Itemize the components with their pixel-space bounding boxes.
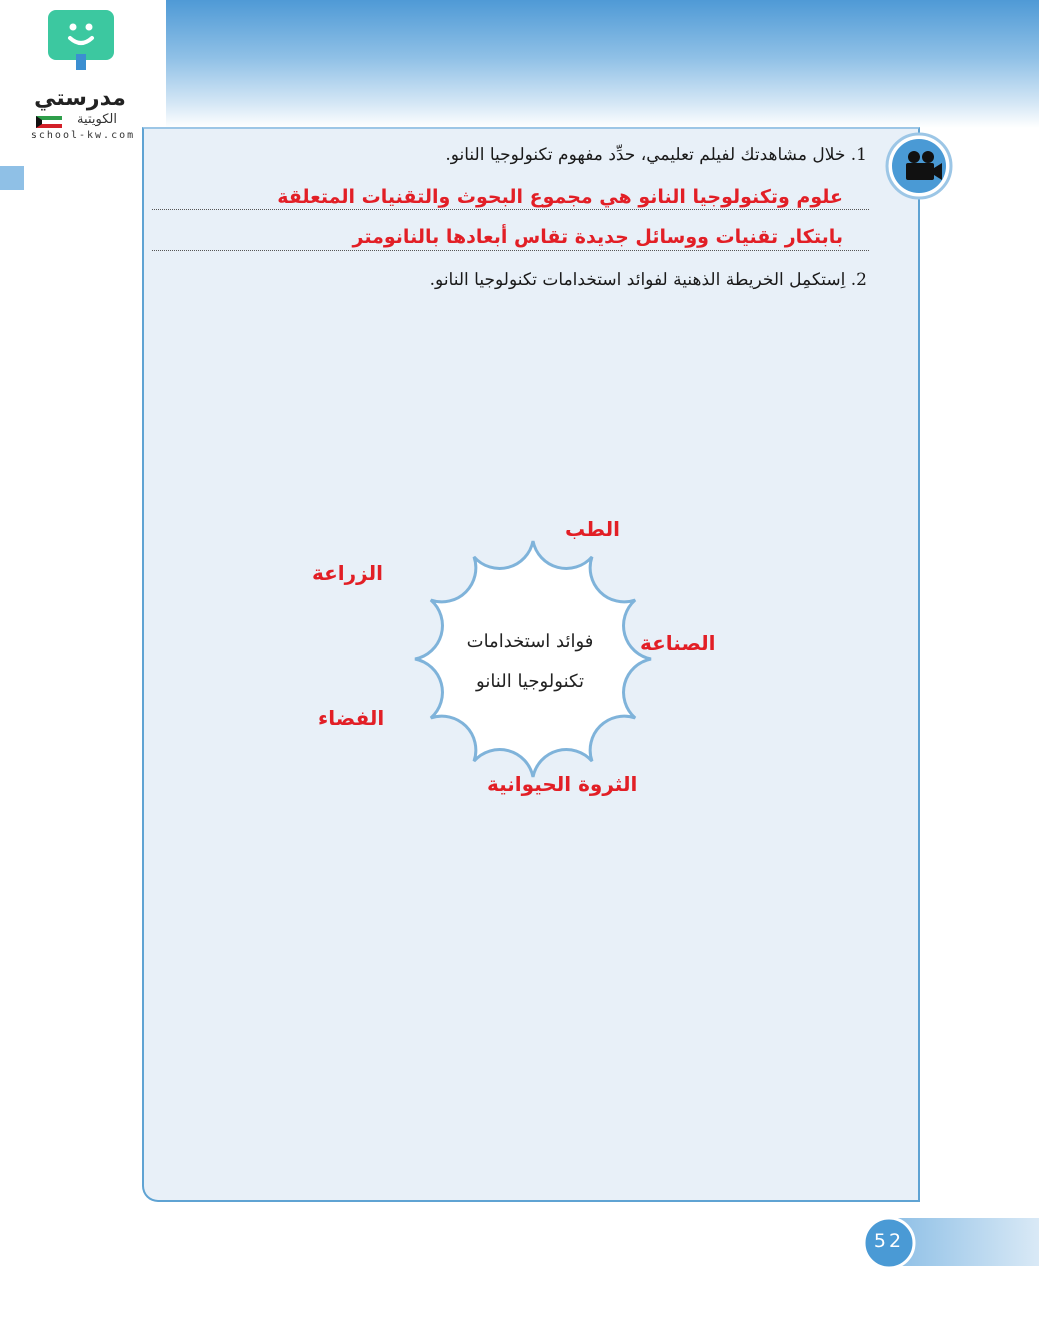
logo-subtitle: الكويتية xyxy=(77,112,117,127)
logo-mark-icon xyxy=(46,10,116,70)
video-camera-icon[interactable] xyxy=(882,132,956,200)
branch-livestock: الثروة الحيوانية xyxy=(487,772,638,796)
question-1: 1. خلال مشاهدتك لفيلم تعليمي، حدِّد مفهوم تكنولوجيا النانو. xyxy=(445,145,867,165)
logo-url: school-kw.com xyxy=(30,130,136,141)
branch-space: الفضاء xyxy=(318,706,385,730)
answer-dotted-line-1 xyxy=(152,209,869,210)
question-2: 2. اِستكمِل الخريطة الذهنية لفوائد استخدامات تكنولوجيا النانو. xyxy=(429,270,867,290)
mind-map-center-line-1: فوائد استخدامات xyxy=(466,631,594,652)
answer-line-1: علوم وتكنولوجيا النانو هي مجموع البحوث والتقنيات المتعلقة xyxy=(277,186,843,208)
page-number-band xyxy=(896,1218,1039,1266)
kuwait-flag-icon xyxy=(36,116,62,128)
answer-line-2: بابتكار تقنيات ووسائل جديدة تقاس أبعادها بالنانومتر xyxy=(352,226,843,248)
side-tab xyxy=(0,166,24,190)
logo-name: مدرستي xyxy=(34,86,126,111)
branch-medicine: الطب xyxy=(565,517,621,541)
answer-dotted-line-2 xyxy=(152,250,869,251)
page-number: 52 xyxy=(873,1230,905,1252)
mind-map-center-line-2: تكنولوجيا النانو xyxy=(476,671,584,692)
mind-map-center xyxy=(430,622,630,702)
branch-industry: الصناعة xyxy=(640,631,716,655)
branch-agriculture: الزراعة xyxy=(312,561,383,585)
